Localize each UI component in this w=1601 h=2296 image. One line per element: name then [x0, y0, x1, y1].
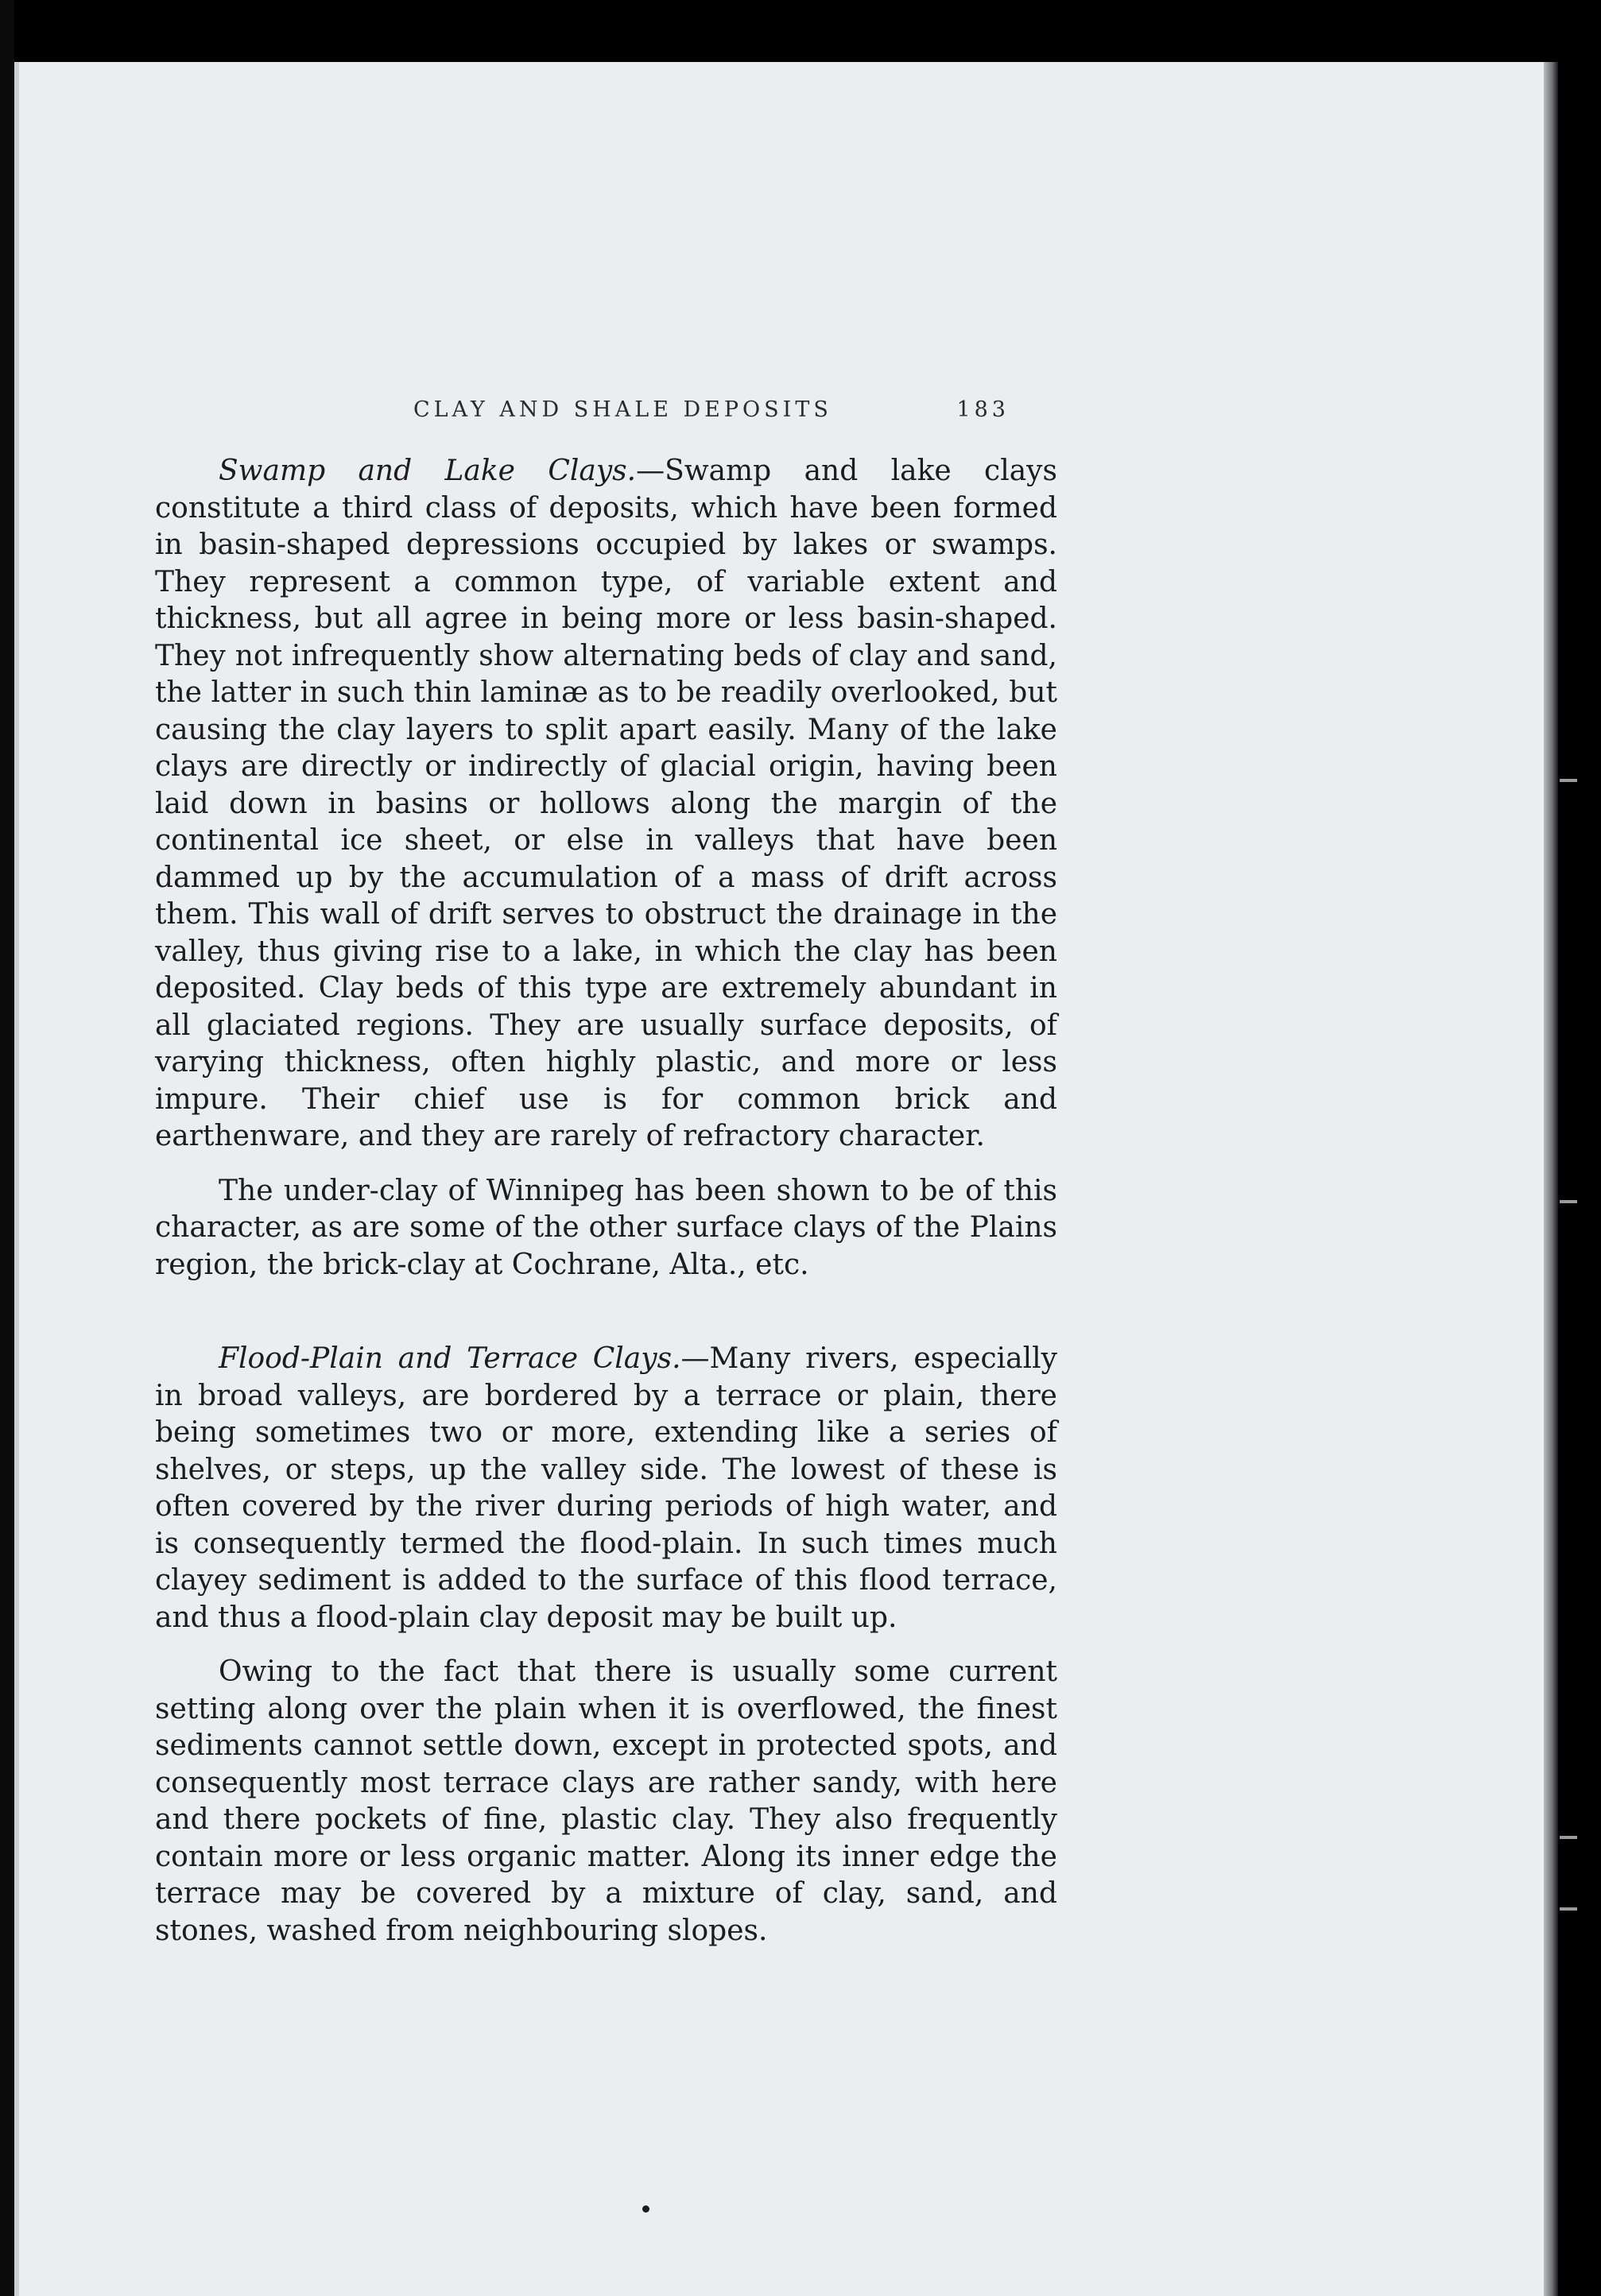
page-edge [1544, 62, 1558, 2296]
printer-mark-dot [642, 2205, 649, 2213]
paragraph-text: —Many rivers, especially in broad valleys, are bordered by a terrace or plain, there being sometimes two or more, extending like a series of shelves, or steps, up the valley side. The lowest of these is often covered by the river during periods of high water, and is consequently termed the flood-plain. In such times much clayey sediment is added to the surface of this flood terrace, and thus a flood-plain clay deposit may be built up. [155, 1342, 1057, 1634]
running-head [413, 397, 1010, 422]
paragraph [155, 1173, 1057, 1284]
paragraph [155, 453, 1057, 1156]
edge-mark [1560, 1907, 1577, 1911]
section-heading: Flood-Plain and Terrace Clays. [219, 1342, 681, 1375]
page-number: 183 [956, 397, 1010, 422]
paragraph [155, 1654, 1057, 1949]
scan-border [0, 0, 14, 2296]
paragraph [155, 1341, 1057, 1636]
paragraph-text: Owing to the fact that there is usually some current setting along over the plain when it is overflowed, the finest sediments cannot settle down, except in protected spots, and consequently most terrace clays are rather sandy, with here and there pockets of fine, plastic clay. They also frequently contain more or less organic matter. Along its inner edge the terrace may be covered by a mixture of clay, sand, and stones, washed from neighbouring slopes. [155, 1655, 1057, 1947]
paragraph-text: —Swamp and lake clays constitute a third class of deposits, which have been formed in basin-shaped depressions occupied by lakes or swamps. They represent a common type, of variable extent and thickness, but all agree in being more or less basin-shaped. They not infrequently show alternating beds of clay and sand, the latter in such thin laminæ as to be readily overlooked, but causing the clay layers to split apart easily. Many of the lake clays are directly or indirectly of glacial origin, having been laid down in basins or hollows along the margin of the continental ice sheet, or else in valleys that have been dammed up by the accumulation of a mass of drift across them. This wall of drift serves to obstruct the drainage in the valley, thus giving rise to a lake, in which the clay has been deposited. Clay beds of this type are extremely abundant in all glaciated regions. They are usually surface deposits, of varying thickness, often highly plastic, and more or less impure. Their chief use is for common brick and earthenware, and they are rarely of refractory character. [155, 455, 1057, 1152]
paragraph-text: The under-clay of Winnipeg has been shown to be of this character, as are some of the other surface clays of the Plains region, the brick-clay at Cochrane, Alta., etc. [155, 1174, 1057, 1281]
running-head-title: CLAY AND SHALE DEPOSITS [413, 397, 832, 422]
section-heading: Swamp and Lake Clays. [219, 455, 637, 487]
page-body [155, 453, 1057, 1949]
edge-mark [1560, 779, 1577, 782]
edge-mark [1560, 1200, 1577, 1203]
edge-mark [1560, 1836, 1577, 1839]
